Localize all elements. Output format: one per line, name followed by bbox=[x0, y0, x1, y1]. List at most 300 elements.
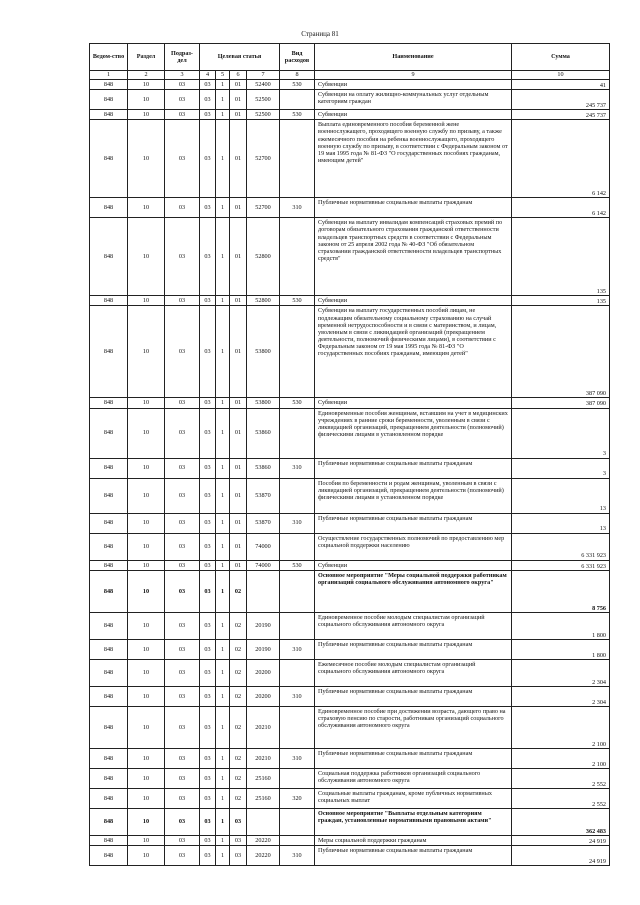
cell-razdel: 10 bbox=[128, 748, 165, 768]
cell-vid bbox=[280, 478, 315, 513]
cell-vid bbox=[280, 659, 315, 686]
cell-cs2: 1 bbox=[216, 306, 230, 398]
cell-cs1: 03 bbox=[200, 845, 216, 865]
cell-podrazdel: 03 bbox=[165, 748, 200, 768]
cell-cs1: 03 bbox=[200, 218, 216, 296]
cell-name: Субвенции на оплату жилищно-коммунальных услуг отдельным категориям граждан bbox=[315, 90, 512, 110]
header-summa: Сумма bbox=[512, 44, 610, 71]
cell-amount: 245 737 bbox=[512, 110, 610, 120]
cell-vid bbox=[280, 218, 315, 296]
header-razdel: Раздел bbox=[128, 44, 165, 71]
cell-name: Субвенции bbox=[315, 80, 512, 90]
cell-cs3: 02 bbox=[230, 659, 247, 686]
cell-cs4: 74000 bbox=[247, 533, 280, 560]
cell-cs1: 03 bbox=[200, 110, 216, 120]
cell-razdel: 10 bbox=[128, 458, 165, 478]
table-row bbox=[90, 218, 610, 296]
cell-ved: 848 bbox=[90, 639, 128, 659]
cell-razdel: 10 bbox=[128, 788, 165, 808]
cell-cs4: 52700 bbox=[247, 198, 280, 218]
cell-cs2: 1 bbox=[216, 706, 230, 748]
table-header bbox=[90, 44, 610, 80]
cell-ved: 848 bbox=[90, 408, 128, 458]
cell-amount: 8 756 bbox=[512, 570, 610, 612]
cell-razdel: 10 bbox=[128, 560, 165, 570]
table-row bbox=[90, 835, 610, 845]
cell-razdel: 10 bbox=[128, 639, 165, 659]
cell-cs3: 03 bbox=[230, 835, 247, 845]
cell-vid: 310 bbox=[280, 639, 315, 659]
cell-cs4: 20200 bbox=[247, 686, 280, 706]
col-num: 3 bbox=[165, 71, 200, 80]
cell-vid: 530 bbox=[280, 296, 315, 306]
cell-amount: 1 800 bbox=[512, 639, 610, 659]
table-row bbox=[90, 808, 610, 835]
cell-cs4: 20200 bbox=[247, 659, 280, 686]
table-row bbox=[90, 845, 610, 865]
cell-razdel: 10 bbox=[128, 706, 165, 748]
cell-cs4: 25160 bbox=[247, 788, 280, 808]
cell-cs1: 03 bbox=[200, 198, 216, 218]
cell-name: Единовременное пособие молодым специалистам организаций социального обслуживания автономного округа bbox=[315, 612, 512, 639]
cell-name: Социальная поддержка работников организаций социального обслуживания автономного округа bbox=[315, 768, 512, 788]
cell-cs3: 01 bbox=[230, 120, 247, 198]
budget-table bbox=[89, 43, 610, 866]
cell-cs2: 1 bbox=[216, 659, 230, 686]
cell-amount: 41 bbox=[512, 80, 610, 90]
cell-amount: 135 bbox=[512, 296, 610, 306]
table-row bbox=[90, 90, 610, 110]
cell-razdel: 10 bbox=[128, 198, 165, 218]
cell-ved: 848 bbox=[90, 296, 128, 306]
cell-razdel: 10 bbox=[128, 306, 165, 398]
cell-amount: 245 737 bbox=[512, 90, 610, 110]
cell-cs1: 03 bbox=[200, 533, 216, 560]
header-celevaya: Целевая статья bbox=[200, 44, 280, 71]
cell-cs3: 01 bbox=[230, 296, 247, 306]
cell-cs3: 03 bbox=[230, 845, 247, 865]
cell-vid bbox=[280, 570, 315, 612]
cell-cs1: 03 bbox=[200, 612, 216, 639]
table-body bbox=[90, 80, 610, 866]
cell-razdel: 10 bbox=[128, 478, 165, 513]
cell-name: Публичные нормативные социальные выплаты гражданам bbox=[315, 748, 512, 768]
col-num: 6 bbox=[230, 71, 247, 80]
cell-vid: 310 bbox=[280, 198, 315, 218]
cell-cs3: 01 bbox=[230, 533, 247, 560]
cell-vid: 310 bbox=[280, 686, 315, 706]
cell-name: Выплата единовременного пособия беременной жене военнослужащего, проходящего военную службу по призыву, а также ежемесячного пособия на ребенка военнослужащего, проходящего военную службу по призыву, в соответствии с Федеральным законом от 19 мая 1995 года № 81-ФЗ "О государственных пособиях гражданам, имеющим детей" bbox=[315, 120, 512, 198]
col-num: 8 bbox=[280, 71, 315, 80]
cell-cs1: 03 bbox=[200, 408, 216, 458]
cell-ved: 848 bbox=[90, 788, 128, 808]
cell-ved: 848 bbox=[90, 768, 128, 788]
cell-podrazdel: 03 bbox=[165, 458, 200, 478]
cell-amount: 24 919 bbox=[512, 835, 610, 845]
cell-cs3: 01 bbox=[230, 198, 247, 218]
cell-ved: 848 bbox=[90, 686, 128, 706]
cell-razdel: 10 bbox=[128, 570, 165, 612]
cell-name: Публичные нормативные социальные выплаты гражданам bbox=[315, 639, 512, 659]
cell-cs1: 03 bbox=[200, 80, 216, 90]
cell-cs4: 53860 bbox=[247, 458, 280, 478]
table-row bbox=[90, 296, 610, 306]
cell-razdel: 10 bbox=[128, 533, 165, 560]
cell-vid bbox=[280, 706, 315, 748]
cell-podrazdel: 03 bbox=[165, 120, 200, 198]
cell-cs2: 1 bbox=[216, 408, 230, 458]
cell-ved: 848 bbox=[90, 458, 128, 478]
cell-cs4: 52800 bbox=[247, 218, 280, 296]
cell-podrazdel: 03 bbox=[165, 398, 200, 408]
cell-amount: 13 bbox=[512, 478, 610, 513]
table-row bbox=[90, 408, 610, 458]
cell-ved: 848 bbox=[90, 398, 128, 408]
col-num: 9 bbox=[315, 71, 512, 80]
cell-name: Пособия по беременности и родам женщинам, уволенным в связи с ликвидацией организаций, прекращением деятельности (полномочий) физическими лицами в установленном порядке bbox=[315, 478, 512, 513]
table-row bbox=[90, 398, 610, 408]
cell-vid: 530 bbox=[280, 80, 315, 90]
cell-cs1: 03 bbox=[200, 639, 216, 659]
cell-podrazdel: 03 bbox=[165, 90, 200, 110]
cell-name: Публичные нормативные социальные выплаты гражданам bbox=[315, 686, 512, 706]
cell-amount: 13 bbox=[512, 513, 610, 533]
cell-cs4: 52500 bbox=[247, 90, 280, 110]
cell-cs1: 03 bbox=[200, 706, 216, 748]
header-ved: Ведом-ство bbox=[90, 44, 128, 71]
table-row bbox=[90, 686, 610, 706]
cell-cs4: 52500 bbox=[247, 110, 280, 120]
col-num: 10 bbox=[512, 71, 610, 80]
cell-podrazdel: 03 bbox=[165, 639, 200, 659]
table-row bbox=[90, 478, 610, 513]
cell-ved: 848 bbox=[90, 90, 128, 110]
cell-cs1: 03 bbox=[200, 570, 216, 612]
cell-razdel: 10 bbox=[128, 110, 165, 120]
cell-podrazdel: 03 bbox=[165, 513, 200, 533]
cell-cs3: 01 bbox=[230, 398, 247, 408]
cell-podrazdel: 03 bbox=[165, 408, 200, 458]
header-vid: Вид расходов bbox=[280, 44, 315, 71]
cell-cs1: 03 bbox=[200, 478, 216, 513]
cell-amount: 6 142 bbox=[512, 198, 610, 218]
cell-ved: 848 bbox=[90, 306, 128, 398]
cell-vid bbox=[280, 612, 315, 639]
cell-razdel: 10 bbox=[128, 686, 165, 706]
table-row bbox=[90, 513, 610, 533]
cell-cs2: 1 bbox=[216, 570, 230, 612]
cell-name: Субвенции на выплату инвалидам компенсаций страховых премий по договорам обязательного страхования гражданской ответственности владельцев транспортных средств в соответствии с Федеральным законом от 25 апреля 2002 года № 40-ФЗ "Об обязательном страховании гражданской ответственности владельцев транспортных средств" bbox=[315, 218, 512, 296]
cell-name: Осуществление государственных полномочий по предоставлению мер социальной поддержки населению bbox=[315, 533, 512, 560]
cell-cs3: 02 bbox=[230, 768, 247, 788]
cell-razdel: 10 bbox=[128, 612, 165, 639]
cell-cs1: 03 bbox=[200, 768, 216, 788]
cell-podrazdel: 03 bbox=[165, 306, 200, 398]
cell-ved: 848 bbox=[90, 835, 128, 845]
col-num: 7 bbox=[247, 71, 280, 80]
cell-cs2: 1 bbox=[216, 110, 230, 120]
cell-cs3: 02 bbox=[230, 748, 247, 768]
table-row bbox=[90, 306, 610, 398]
header-podrazdel: Подраз-дел bbox=[165, 44, 200, 71]
cell-cs4: 53860 bbox=[247, 408, 280, 458]
col-num: 1 bbox=[90, 71, 128, 80]
cell-name: Субвенции bbox=[315, 110, 512, 120]
cell-vid bbox=[280, 120, 315, 198]
table-row bbox=[90, 458, 610, 478]
cell-cs4: 53800 bbox=[247, 398, 280, 408]
cell-cs4: 52400 bbox=[247, 80, 280, 90]
cell-cs1: 03 bbox=[200, 90, 216, 110]
cell-ved: 848 bbox=[90, 612, 128, 639]
cell-cs1: 03 bbox=[200, 120, 216, 198]
cell-razdel: 10 bbox=[128, 808, 165, 835]
cell-cs4: 53870 bbox=[247, 513, 280, 533]
cell-cs3: 01 bbox=[230, 478, 247, 513]
cell-podrazdel: 03 bbox=[165, 845, 200, 865]
cell-cs3: 02 bbox=[230, 639, 247, 659]
cell-vid bbox=[280, 408, 315, 458]
cell-cs1: 03 bbox=[200, 808, 216, 835]
cell-amount: 3 bbox=[512, 408, 610, 458]
cell-name: Публичные нормативные социальные выплаты гражданам bbox=[315, 513, 512, 533]
cell-ved: 848 bbox=[90, 748, 128, 768]
cell-vid bbox=[280, 835, 315, 845]
cell-name: Единовременные пособия женщинам, вставшим на учет в медицинских учреждениях в ранние сроки беременности, уволенным в связи с ликвидацией организаций, прекращением деятельности (полномочий) физическими лицами в установленном порядке bbox=[315, 408, 512, 458]
cell-amount: 387 090 bbox=[512, 306, 610, 398]
cell-amount: 6 142 bbox=[512, 120, 610, 198]
cell-cs4: 20190 bbox=[247, 612, 280, 639]
cell-ved: 848 bbox=[90, 570, 128, 612]
cell-podrazdel: 03 bbox=[165, 533, 200, 560]
cell-cs4: 20190 bbox=[247, 639, 280, 659]
cell-amount: 2 100 bbox=[512, 748, 610, 768]
cell-ved: 848 bbox=[90, 198, 128, 218]
cell-cs3: 01 bbox=[230, 90, 247, 110]
cell-cs2: 1 bbox=[216, 845, 230, 865]
cell-vid: 530 bbox=[280, 110, 315, 120]
cell-vid bbox=[280, 533, 315, 560]
page-header: Страница 81 bbox=[301, 30, 339, 38]
col-num: 2 bbox=[128, 71, 165, 80]
cell-cs2: 1 bbox=[216, 533, 230, 560]
table-row bbox=[90, 570, 610, 612]
cell-name: Субвенции bbox=[315, 398, 512, 408]
cell-cs3: 01 bbox=[230, 110, 247, 120]
cell-name: Публичные нормативные социальные выплаты гражданам bbox=[315, 458, 512, 478]
cell-name: Основное мероприятие "Меры социальной поддержки работникам организаций социального обслуживания автономного округа" bbox=[315, 570, 512, 612]
cell-ved: 848 bbox=[90, 80, 128, 90]
cell-cs2: 1 bbox=[216, 398, 230, 408]
cell-amount: 2 552 bbox=[512, 768, 610, 788]
cell-name: Публичные нормативные социальные выплаты гражданам bbox=[315, 198, 512, 218]
cell-name: Субвенции на выплату государственных пособий лицам, не подлежащим обязательному социальному страхованию на случай временной нетрудоспособности и в связи с материнством, и лицам, уволенным в связи с ликвидацией организаций (прекращением деятельности, полномочий физическими лицами), в соответствии с Федеральным законом от 19 мая 1995 года № 81-ФЗ "О государственных пособиях гражданам, имеющим детей" bbox=[315, 306, 512, 398]
cell-cs4: 53800 bbox=[247, 306, 280, 398]
table-row bbox=[90, 533, 610, 560]
col-num: 4 bbox=[200, 71, 216, 80]
cell-razdel: 10 bbox=[128, 659, 165, 686]
cell-ved: 848 bbox=[90, 706, 128, 748]
table-row bbox=[90, 639, 610, 659]
table-row bbox=[90, 612, 610, 639]
cell-cs3: 03 bbox=[230, 808, 247, 835]
cell-name: Ежемесячное пособие молодым специалистам организаций социального обслуживания автономного округа bbox=[315, 659, 512, 686]
cell-podrazdel: 03 bbox=[165, 198, 200, 218]
cell-cs4: 53870 bbox=[247, 478, 280, 513]
cell-podrazdel: 03 bbox=[165, 835, 200, 845]
cell-cs3: 02 bbox=[230, 612, 247, 639]
cell-ved: 848 bbox=[90, 659, 128, 686]
cell-razdel: 10 bbox=[128, 845, 165, 865]
table-row bbox=[90, 198, 610, 218]
cell-cs4: 20220 bbox=[247, 835, 280, 845]
cell-cs1: 03 bbox=[200, 686, 216, 706]
cell-podrazdel: 03 bbox=[165, 478, 200, 513]
cell-vid: 310 bbox=[280, 458, 315, 478]
column-number-row bbox=[90, 71, 610, 80]
cell-podrazdel: 03 bbox=[165, 768, 200, 788]
cell-cs3: 01 bbox=[230, 408, 247, 458]
cell-ved: 848 bbox=[90, 218, 128, 296]
table-row bbox=[90, 659, 610, 686]
cell-name: Меры социальной поддержки гражданам bbox=[315, 835, 512, 845]
cell-cs1: 03 bbox=[200, 513, 216, 533]
cell-name: Основное мероприятие "Выплаты отдельным категориям граждан, установленные нормативными правовыми актами" bbox=[315, 808, 512, 835]
cell-vid bbox=[280, 306, 315, 398]
cell-podrazdel: 03 bbox=[165, 706, 200, 748]
cell-ved: 848 bbox=[90, 478, 128, 513]
cell-amount: 2 100 bbox=[512, 706, 610, 748]
cell-razdel: 10 bbox=[128, 80, 165, 90]
cell-cs1: 03 bbox=[200, 748, 216, 768]
cell-amount: 362 483 bbox=[512, 808, 610, 835]
cell-amount: 2 304 bbox=[512, 686, 610, 706]
cell-amount: 3 bbox=[512, 458, 610, 478]
cell-cs3: 02 bbox=[230, 788, 247, 808]
cell-name: Субвенции bbox=[315, 560, 512, 570]
cell-cs2: 1 bbox=[216, 458, 230, 478]
cell-vid bbox=[280, 808, 315, 835]
table-row bbox=[90, 120, 610, 198]
cell-amount: 24 919 bbox=[512, 845, 610, 865]
table-row bbox=[90, 706, 610, 748]
cell-cs2: 1 bbox=[216, 90, 230, 110]
cell-cs2: 1 bbox=[216, 808, 230, 835]
cell-cs2: 1 bbox=[216, 686, 230, 706]
cell-podrazdel: 03 bbox=[165, 659, 200, 686]
cell-razdel: 10 bbox=[128, 408, 165, 458]
cell-cs2: 1 bbox=[216, 80, 230, 90]
cell-cs3: 01 bbox=[230, 218, 247, 296]
cell-podrazdel: 03 bbox=[165, 110, 200, 120]
cell-name: Публичные нормативные социальные выплаты гражданам bbox=[315, 845, 512, 865]
cell-cs1: 03 bbox=[200, 659, 216, 686]
cell-amount: 135 bbox=[512, 218, 610, 296]
cell-amount: 6 331 923 bbox=[512, 560, 610, 570]
cell-ved: 848 bbox=[90, 513, 128, 533]
cell-vid: 320 bbox=[280, 788, 315, 808]
cell-vid: 310 bbox=[280, 845, 315, 865]
cell-name: Единовременное пособие при достижении возраста, дающего право на страховую пенсию по старости, работникам организаций социального обслуживания автономного округа bbox=[315, 706, 512, 748]
cell-cs1: 03 bbox=[200, 296, 216, 306]
cell-podrazdel: 03 bbox=[165, 296, 200, 306]
cell-ved: 848 bbox=[90, 120, 128, 198]
table-row bbox=[90, 80, 610, 90]
cell-amount: 2 552 bbox=[512, 788, 610, 808]
cell-vid: 530 bbox=[280, 560, 315, 570]
cell-cs4 bbox=[247, 570, 280, 612]
cell-cs4: 52800 bbox=[247, 296, 280, 306]
cell-ved: 848 bbox=[90, 845, 128, 865]
cell-cs3: 02 bbox=[230, 706, 247, 748]
cell-podrazdel: 03 bbox=[165, 808, 200, 835]
cell-razdel: 10 bbox=[128, 768, 165, 788]
cell-amount: 6 331 923 bbox=[512, 533, 610, 560]
cell-razdel: 10 bbox=[128, 218, 165, 296]
cell-cs2: 1 bbox=[216, 120, 230, 198]
cell-razdel: 10 bbox=[128, 398, 165, 408]
cell-ved: 848 bbox=[90, 110, 128, 120]
cell-cs3: 01 bbox=[230, 458, 247, 478]
cell-cs3: 01 bbox=[230, 306, 247, 398]
cell-name: Субвенции bbox=[315, 296, 512, 306]
cell-cs2: 1 bbox=[216, 218, 230, 296]
cell-cs1: 03 bbox=[200, 458, 216, 478]
table-row bbox=[90, 788, 610, 808]
cell-cs2: 1 bbox=[216, 560, 230, 570]
cell-razdel: 10 bbox=[128, 120, 165, 198]
cell-razdel: 10 bbox=[128, 90, 165, 110]
cell-cs3: 01 bbox=[230, 560, 247, 570]
cell-ved: 848 bbox=[90, 808, 128, 835]
cell-cs2: 1 bbox=[216, 296, 230, 306]
cell-cs2: 1 bbox=[216, 835, 230, 845]
cell-podrazdel: 03 bbox=[165, 560, 200, 570]
cell-cs4: 25160 bbox=[247, 768, 280, 788]
cell-cs4: 74000 bbox=[247, 560, 280, 570]
cell-podrazdel: 03 bbox=[165, 80, 200, 90]
cell-podrazdel: 03 bbox=[165, 788, 200, 808]
cell-amount: 1 800 bbox=[512, 612, 610, 639]
cell-cs2: 1 bbox=[216, 478, 230, 513]
cell-cs3: 02 bbox=[230, 570, 247, 612]
cell-cs2: 1 bbox=[216, 788, 230, 808]
table-row bbox=[90, 560, 610, 570]
cell-cs2: 1 bbox=[216, 748, 230, 768]
cell-cs3: 02 bbox=[230, 686, 247, 706]
cell-cs4: 52700 bbox=[247, 120, 280, 198]
cell-name: Социальные выплаты гражданам, кроме публичных нормативных социальных выплат bbox=[315, 788, 512, 808]
cell-podrazdel: 03 bbox=[165, 218, 200, 296]
cell-cs1: 03 bbox=[200, 788, 216, 808]
col-num: 5 bbox=[216, 71, 230, 80]
cell-podrazdel: 03 bbox=[165, 570, 200, 612]
cell-cs2: 1 bbox=[216, 639, 230, 659]
cell-ved: 848 bbox=[90, 560, 128, 570]
cell-cs4: 20210 bbox=[247, 706, 280, 748]
cell-amount: 2 304 bbox=[512, 659, 610, 686]
cell-vid: 310 bbox=[280, 513, 315, 533]
cell-cs2: 1 bbox=[216, 513, 230, 533]
cell-razdel: 10 bbox=[128, 513, 165, 533]
cell-amount: 387 090 bbox=[512, 398, 610, 408]
table-row bbox=[90, 768, 610, 788]
cell-vid: 530 bbox=[280, 398, 315, 408]
cell-cs2: 1 bbox=[216, 198, 230, 218]
cell-vid bbox=[280, 768, 315, 788]
cell-razdel: 10 bbox=[128, 296, 165, 306]
cell-cs4 bbox=[247, 808, 280, 835]
